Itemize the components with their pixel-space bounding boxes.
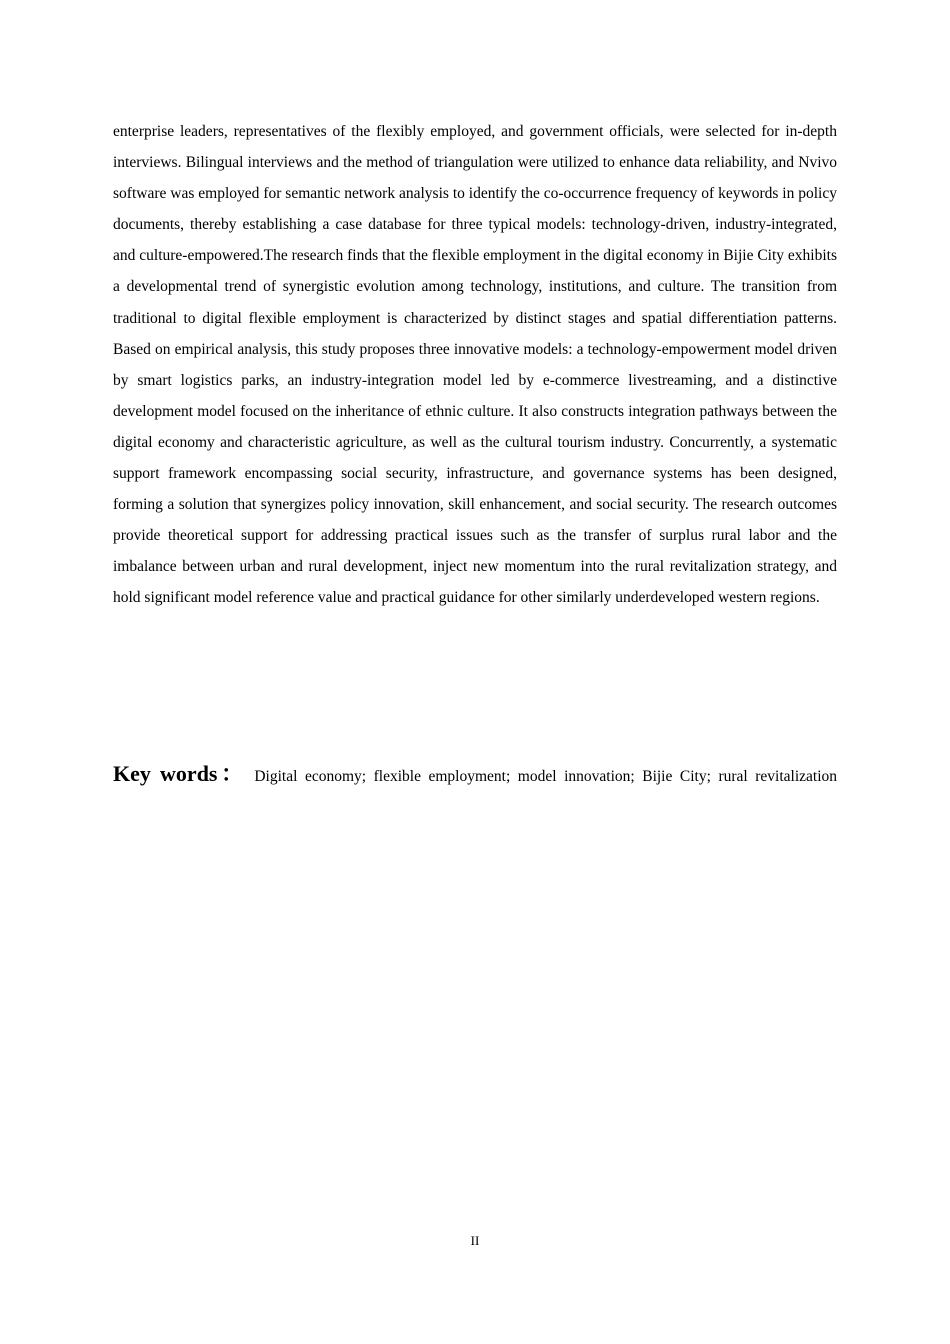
abstract-paragraph: enterprise leaders, representatives of the flexibly employed, and government officials, were selected for in-depth interviews. Bilingual interviews and the method of triangulation were utilized to enhance data reliability, and Nvivo software was employed for semantic network analysis to identify the co-occurrence frequency of keywords in policy documents, thereby establishing a case database for three typical models: technology-driven, industry-integrated, and culture-empowered.The research finds that the flexible employment in the digital economy in Bijie City exhibits a developmental trend of synergistic evolution among technology, institutions, and culture. The transition from traditional to digital flexible employment is characterized by distinct stages and spatial differentiation patterns. Based on empirical analysis, this study proposes three innovative models: a technology-empowerment model driven by smart logistics parks, an industry-integration model led by e-commerce livestreaming, and a distinctive development model focused on the inheritance of ethnic culture. It also constructs integration pathways between the digital economy and characteristic agriculture, as well as the cultural tourism industry. Concurrently, a systematic support framework encompassing social security, infrastructure, and governance systems has been designed, forming a solution that synergizes policy innovation, skill enhancement, and social security. The research outcomes provide theoretical support for addressing practical issues such as the transfer of surplus rural labor and the imbalance between urban and rural development, inject new momentum into the rural revitalization strategy, and hold significant model reference value and practical guidance for other similarly underdeveloped western regions.: [113, 123, 837, 607]
keywords-text: Digital economy; flexible employment; model innovation; Bijie City; rural revitalization: [254, 768, 838, 785]
keywords-label: Key words：: [113, 761, 247, 786]
page-number: II: [470, 1233, 480, 1248]
keywords-line: [113, 757, 837, 794]
